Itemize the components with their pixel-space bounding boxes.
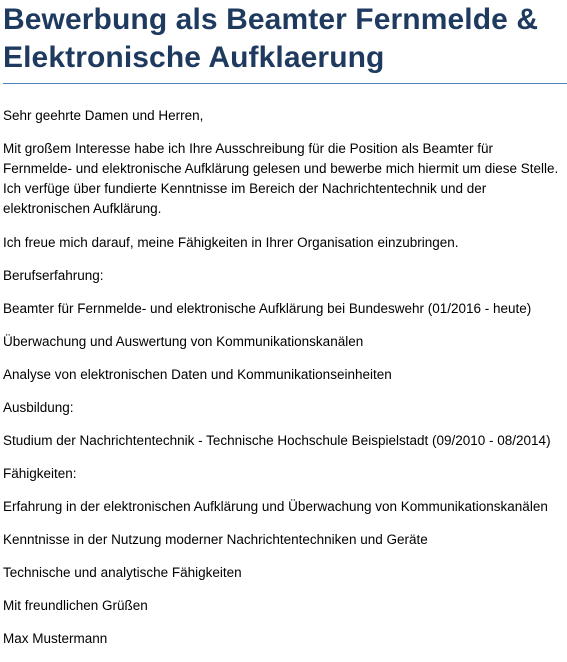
skill-item: Kenntnisse in der Nutzung moderner Nachrichtentechniken und Geräte (3, 532, 428, 547)
intro-paragraph: Mit großem Interesse habe ich Ihre Ausschreibung für die Position als Beamter für Fernmelde- und elektronische Aufklärung gelesen und bewerbe mich hiermit um diese Stelle. Ich verfüge über fundierte Kenntnisse im Bereich der Nachrichtentechnik und der elektronischen Aufklärung. (3, 141, 559, 216)
document-page (3, 0, 565, 662)
title-line-2: Elektronische Aufklaerung (3, 41, 385, 74)
section-heading-education: Ausbildung: (3, 400, 74, 415)
skill-item: Erfahrung in der elektronischen Aufklärung und Überwachung von Kommunikationskanälen (3, 499, 548, 514)
letter-body (3, 106, 565, 649)
document-title (3, 0, 565, 77)
signature-name: Max Mustermann (3, 631, 108, 646)
section-heading-skills: Fähigkeiten: (3, 466, 77, 481)
title-line-1: Bewerbung als Beamter Fernmelde & (3, 3, 539, 36)
skill-item: Technische und analytische Fähigkeiten (3, 565, 242, 580)
experience-item: Überwachung und Auswertung von Kommunikationskanälen (3, 334, 364, 349)
experience-item: Beamter für Fernmelde- und elektronische Aufklärung bei Bundeswehr (01/2016 - heute) (3, 301, 532, 316)
experience-item: Analyse von elektronischen Daten und Kommunikationseinheiten (3, 367, 392, 382)
valediction: Mit freundlichen Grüßen (3, 598, 148, 613)
closing-intent-paragraph: Ich freue mich darauf, meine Fähigkeiten in Ihrer Organisation einzubringen. (3, 235, 459, 250)
title-divider (3, 83, 567, 84)
section-heading-experience: Berufserfahrung: (3, 268, 104, 283)
education-item: Studium der Nachrichtentechnik - Technische Hochschule Beispielstadt (09/2010 - 08/2014) (3, 433, 551, 448)
salutation: Sehr geehrte Damen und Herren, (3, 108, 204, 123)
